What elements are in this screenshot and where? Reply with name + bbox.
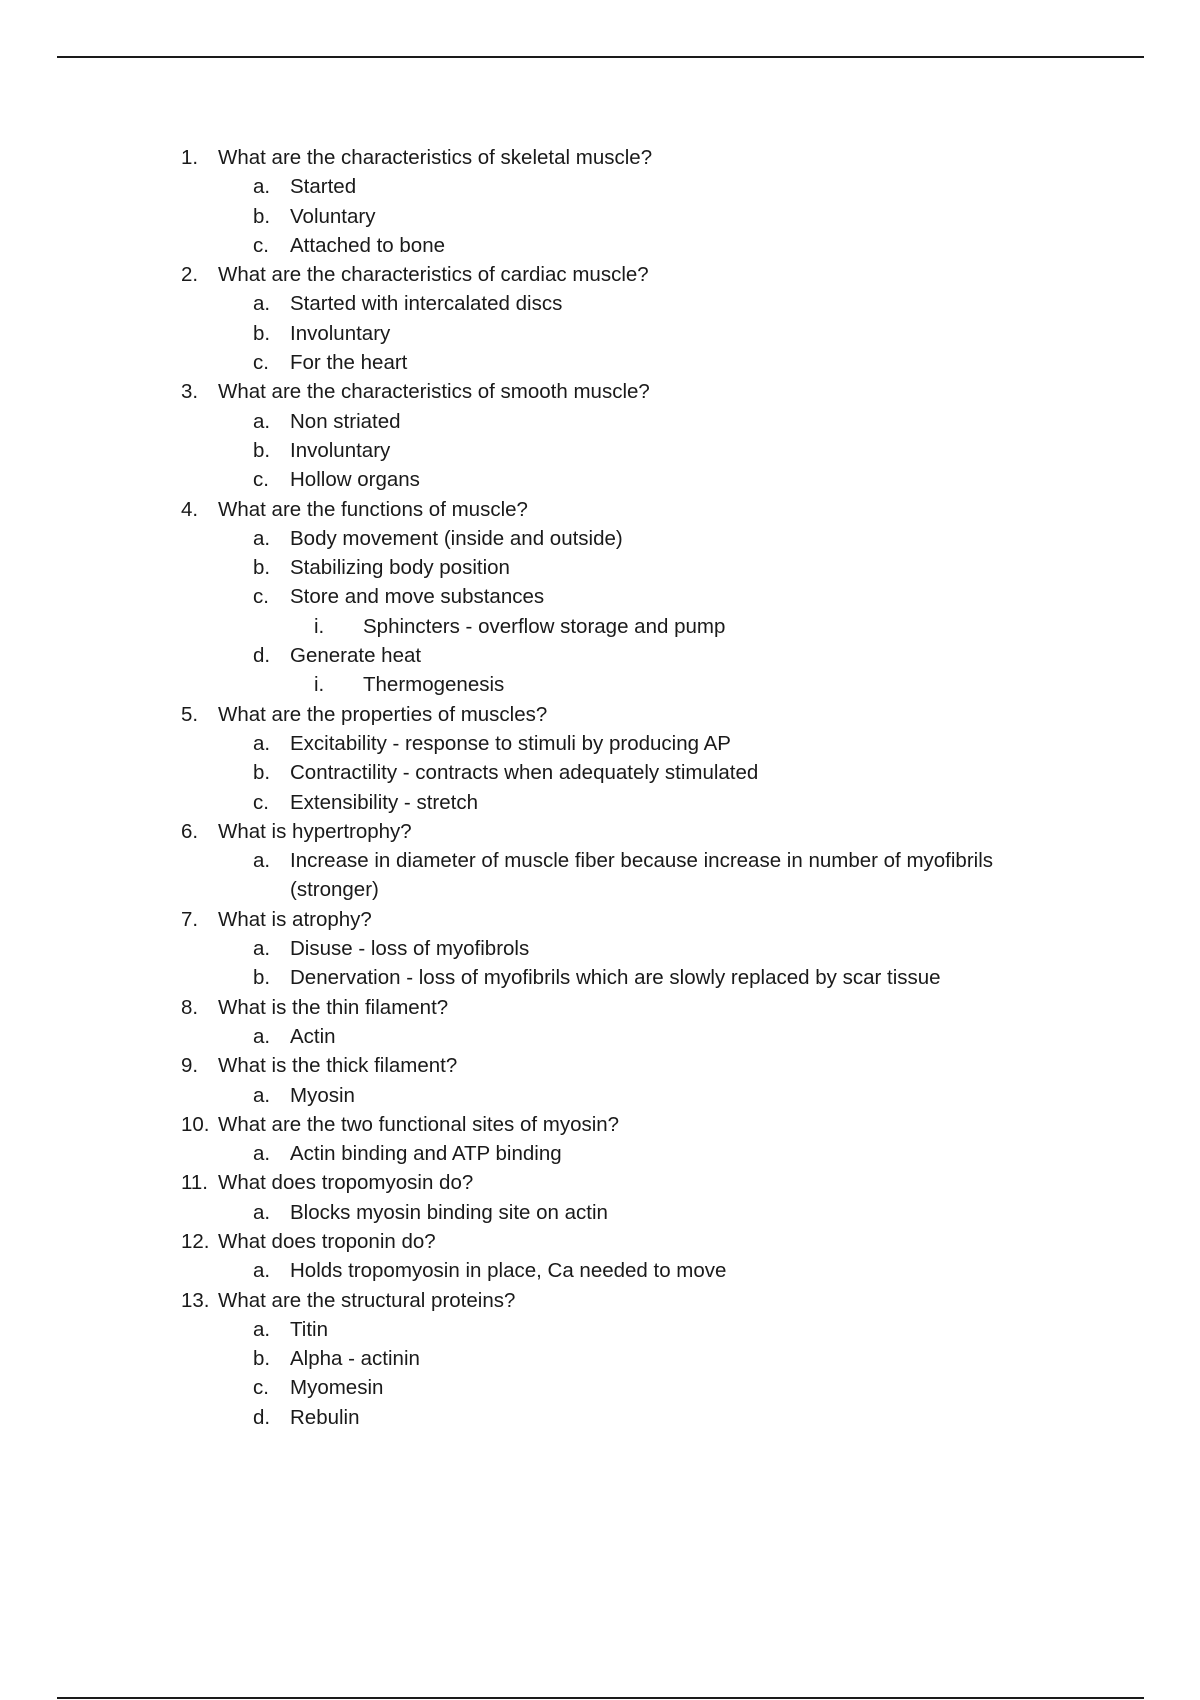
answer-item-marker: a. [253,1259,271,1283]
answer-item-text: Increase in diameter of muscle fiber because increase in number of myofibrils (stronger) [290,849,994,902]
answer-item-marker: b. [253,321,271,345]
answer-item-text: Titin [290,1317,328,1341]
answer-item-marker: c. [253,790,269,814]
answer-item-marker: c. [253,585,269,609]
question-item-marker: 10. [181,1112,210,1136]
answer-item [0,582,1200,611]
answer-item-text: Involuntary [290,438,391,462]
question-item [0,1286,1200,1315]
answer-item-marker: a. [253,731,271,755]
answer-item-marker: c. [253,468,269,492]
header-rule [57,56,1144,58]
answer-item-text: Started [290,175,357,199]
question-item [0,817,1200,846]
sub-answer-item [0,612,1200,641]
answer-item-text: For the heart [290,351,408,375]
answer-item [0,1139,1200,1168]
answer-item [0,788,1200,817]
answer-item-text: Hollow organs [290,468,420,492]
answer-item-marker: c. [253,1376,269,1400]
answer-item [0,963,1200,992]
question-item [0,1227,1200,1256]
question-item [0,143,1200,172]
answer-item [0,231,1200,260]
answer-item-text: Non striated [290,409,401,433]
question-item-text: What are the characteristics of skeletal muscle? [218,146,653,169]
answer-item [0,729,1200,758]
answer-item-marker: a. [253,175,271,199]
answer-item [0,202,1200,231]
answer-item-text: Contractility - contracts when adequately stimulated [290,761,759,785]
answer-item-marker: a. [253,1083,271,1107]
answer-item [0,407,1200,436]
answer-item-marker: a. [253,849,271,873]
answer-item-text: Store and move substances [290,585,545,609]
footer-rule [57,1697,1144,1699]
answer-item-text: Actin binding and ATP binding [290,1142,562,1166]
answer-item-text: Excitability - response to stimuli by producing AP [290,731,731,755]
question-item-marker: 4. [181,497,199,521]
answer-item [0,436,1200,465]
question-item [0,495,1200,524]
question-item-text: What does tropomyosin do? [218,1171,474,1195]
question-item-marker: 12. [181,1229,210,1253]
answer-item-text: Body movement (inside and outside) [290,526,623,550]
question-item-marker: 1. [181,146,199,169]
answer-item-text: Myomesin [290,1376,384,1400]
answer-item-text: Blocks myosin binding site on actin [290,1200,608,1224]
question-item [0,260,1200,289]
answer-item [0,846,1200,905]
answer-item-marker: a. [253,1142,271,1166]
answer-item-marker: c. [253,351,269,375]
answer-item-text: Disuse - loss of myofibrols [290,937,530,961]
answer-item [0,1344,1200,1373]
answer-item [0,1315,1200,1344]
question-item-text: What is hypertrophy? [218,819,412,843]
answer-item [0,1022,1200,1051]
question-item-text: What is the thin filament? [218,995,449,1019]
answer-item [0,1256,1200,1285]
answer-item-marker: d. [253,1405,271,1429]
answer-item [0,553,1200,582]
sub-answer-item-text: Sphincters - overflow storage and pump [363,614,726,638]
question-item [0,905,1200,934]
answer-item [0,348,1200,377]
question-item-text: What are the functions of muscle? [218,497,528,521]
question-item-text: What are the characteristics of cardiac muscle? [218,263,649,287]
question-item-marker: 11. [181,1171,208,1195]
answer-item-marker: c. [253,233,269,257]
question-list [0,143,1200,1432]
question-item-marker: 13. [181,1288,210,1312]
question-item [0,993,1200,1022]
answer-item-marker: a. [253,409,271,433]
answer-item-text: Denervation - loss of myofibrils which are slowly replaced by scar tissue [290,966,941,990]
answer-item-marker: a. [253,1317,271,1341]
question-item-marker: 5. [181,702,199,726]
answer-item-marker: a. [253,937,271,961]
answer-item-text: Generate heat [290,644,422,668]
answer-item [0,641,1200,670]
answer-item-marker: a. [253,292,271,316]
question-item-marker: 7. [181,907,199,931]
answer-item-marker: b. [253,966,271,990]
answer-item [0,289,1200,318]
sub-answer-item-marker: i. [314,673,325,697]
answer-item [0,1373,1200,1402]
question-item-text: What is the thick filament? [218,1054,458,1078]
answer-item-marker: a. [253,526,271,550]
question-item-text: What are the two functional sites of myosin? [218,1112,620,1136]
question-item-marker: 9. [181,1054,199,1078]
question-item [0,700,1200,729]
question-item [0,1168,1200,1197]
answer-item-marker: b. [253,556,271,580]
sub-answer-item-marker: i. [314,614,325,638]
answer-item-marker: a. [253,1024,271,1048]
question-item-text: What are the structural proteins? [218,1288,516,1312]
answer-item [0,1198,1200,1227]
answer-item [0,465,1200,494]
answer-item [0,172,1200,201]
answer-item-text: Alpha - actinin [290,1347,420,1371]
sub-answer-item [0,670,1200,699]
answer-item-marker: d. [253,644,271,668]
question-item-marker: 3. [181,380,199,404]
answer-item-text: Involuntary [290,321,391,345]
answer-item-marker: b. [253,761,271,785]
answer-item [0,758,1200,787]
answer-item [0,1403,1200,1432]
question-item-text: What are the characteristics of smooth muscle? [218,380,650,404]
answer-item-text: Extensibility - stretch [290,790,478,814]
answer-item [0,319,1200,348]
answer-item-text: Attached to bone [290,233,446,257]
answer-item-text: Myosin [290,1083,355,1107]
answer-item-text: Rebulin [290,1405,360,1429]
question-item-marker: 2. [181,263,199,287]
answer-item-marker: b. [253,438,271,462]
question-item-marker: 8. [181,995,199,1019]
answer-item [0,934,1200,963]
answer-item [0,524,1200,553]
question-item-text: What are the properties of muscles? [218,702,548,726]
answer-item-marker: b. [253,1347,271,1371]
answer-item-marker: a. [253,1200,271,1224]
question-item [0,1051,1200,1080]
question-item [0,377,1200,406]
answer-item [0,1081,1200,1110]
question-item-text: What is atrophy? [218,907,372,931]
answer-item-text: Voluntary [290,204,376,228]
question-item-marker: 6. [181,819,199,843]
sub-answer-item-text: Thermogenesis [363,673,505,697]
answer-item-text: Holds tropomyosin in place, Ca needed to move [290,1259,727,1283]
question-item-text: What does troponin do? [218,1229,436,1253]
question-item [0,1110,1200,1139]
answer-item-marker: b. [253,204,271,228]
answer-item-text: Actin [290,1024,336,1048]
answer-item-text: Started with intercalated discs [290,292,563,316]
answer-item-text: Stabilizing body position [290,556,510,580]
